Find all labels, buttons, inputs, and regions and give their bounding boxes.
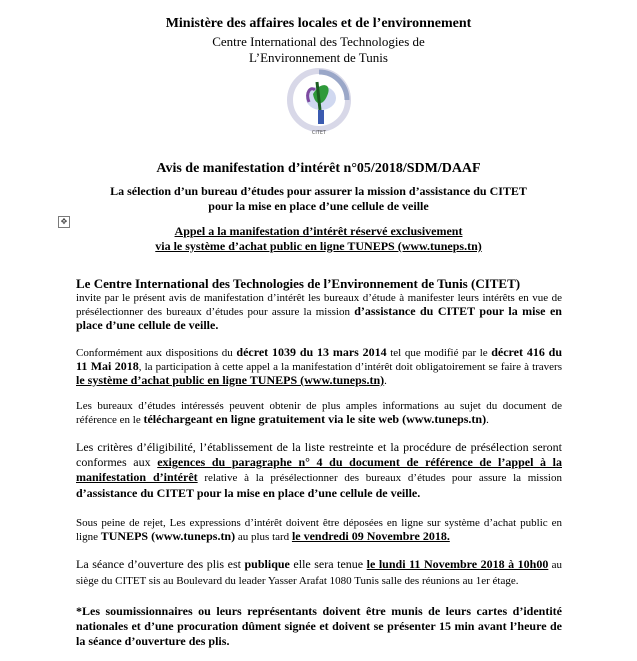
- p2-text-e: , la participation à cette appel a la manifestation d’intérêt doit obligatoirement se faire à travers: [138, 361, 563, 373]
- appeal-line2: via le système d’achat public en ligne TUNEPS (www.tuneps.tn): [155, 239, 482, 253]
- p5-deadline: le vendredi 09 Novembre 2018.: [291, 529, 450, 543]
- paragraph-7-note: *Les soumissionnaires ou leurs représentants doivent être munis de leurs cartes d’identité nationales et d’une procuration dûment signée et doivent se présenter 15 min avant l’heure de la séance d’ouverture des plis.: [76, 604, 562, 648]
- centre-name-line2: L’Environnement de Tunis: [249, 50, 388, 65]
- p4-requirements: exigences du paragraphe n° 4 du document de référence de l’appel à la manifestation d’intérêt: [76, 455, 562, 484]
- p2-text-a: Conformément aux dispositions du: [76, 347, 237, 359]
- p3-download-link[interactable]: téléchargeant en ligne gratuitement via le site web (www.tuneps.tn): [143, 412, 487, 426]
- p4-text-c: relative à la présélectionner des bureaux d’études pour assure la mission: [197, 472, 562, 484]
- p6-text-a: La séance d’ouverture des plis est: [76, 557, 245, 571]
- p2-decree-1039: décret 1039 du 13 mars 2014: [236, 345, 387, 359]
- paragraph-5: [76, 517, 562, 544]
- appeal-line1: Appel a la manifestation d’intérêt réservé exclusivement: [174, 224, 463, 238]
- paragraph-1: [76, 292, 562, 333]
- paragraph-6: [76, 557, 562, 589]
- notice-title: Avis de manifestation d’intérêt n°05/2018/SDM/DAAF: [156, 161, 481, 176]
- p4-text-a: Les critères d’éligibilité, l’établissement de la liste restreinte et la procédure de présélection seront conformes aux: [76, 440, 562, 469]
- p5-text-c: au plus tard: [235, 531, 292, 543]
- p2-text-g: .: [384, 375, 387, 387]
- p1-heading: Le Centre International des Technologies de l’Environnement de Tunis (CITET): [76, 276, 521, 291]
- centre-name-line1: Centre International des Technologies de: [212, 34, 425, 49]
- paragraph-4: [76, 440, 562, 501]
- p3-text-c: .: [486, 414, 489, 426]
- ministry-title: Ministère des affaires locales et de l’environnement: [165, 16, 472, 31]
- paragraph-2: [76, 346, 562, 388]
- p1-text: invite par le présent avis de manifestation d’intérêt les bureaux d’étude à manifester leurs intérêts en vue de présélectionner des bureaux d’études pour assure la mission: [76, 292, 562, 318]
- p6-public: publique: [244, 557, 290, 571]
- p2-text-c: tel que modifié par le: [386, 347, 492, 359]
- p6-text-c: elle sera tenue: [289, 557, 367, 571]
- p1-bold: d’assistance du CITET pour la mise en place d’une cellule de veille.: [76, 304, 562, 332]
- notice-subject-line1: La sélection d’un bureau d’études pour assurer la mission d’assistance du CITET: [110, 184, 527, 198]
- p3-text-a: Les bureaux d’études intéressés peuvent obtenir de plus amples informations au sujet du document de référence en le: [76, 400, 562, 426]
- paragraph-3: [76, 400, 562, 427]
- move-handle-icon[interactable]: ✥: [58, 216, 70, 228]
- svg-text:CITET: CITET: [311, 130, 327, 136]
- p2-decree-416: décret 416 du 11 Mai 2018: [76, 345, 563, 373]
- citet-logo: [287, 62, 351, 148]
- p5-text-a: Sous peine de rejet, Les expressions d’intérêt doivent être déposées en ligne sur système d’achat public en ligne: [76, 517, 562, 543]
- p6-text-e: au siège du CITET sis au Boulevard du leader Yasser Arafat 1080 Tunis salle des réunions au 1er étage.: [76, 559, 563, 587]
- p5-tuneps: TUNEPS (www.tuneps.tn): [100, 529, 236, 543]
- p2-tuneps-link[interactable]: le système d’achat public en ligne TUNEPS (www.tuneps.tn): [76, 373, 385, 387]
- notice-subject-line2: pour la mise en place d’une cellule de veille: [208, 199, 429, 213]
- p4-mission: d’assistance du CITET pour la mise en place d’une cellule de veille.: [76, 486, 421, 500]
- p6-opening-date: le lundi 11 Novembre 2018 à 10h00: [366, 557, 549, 571]
